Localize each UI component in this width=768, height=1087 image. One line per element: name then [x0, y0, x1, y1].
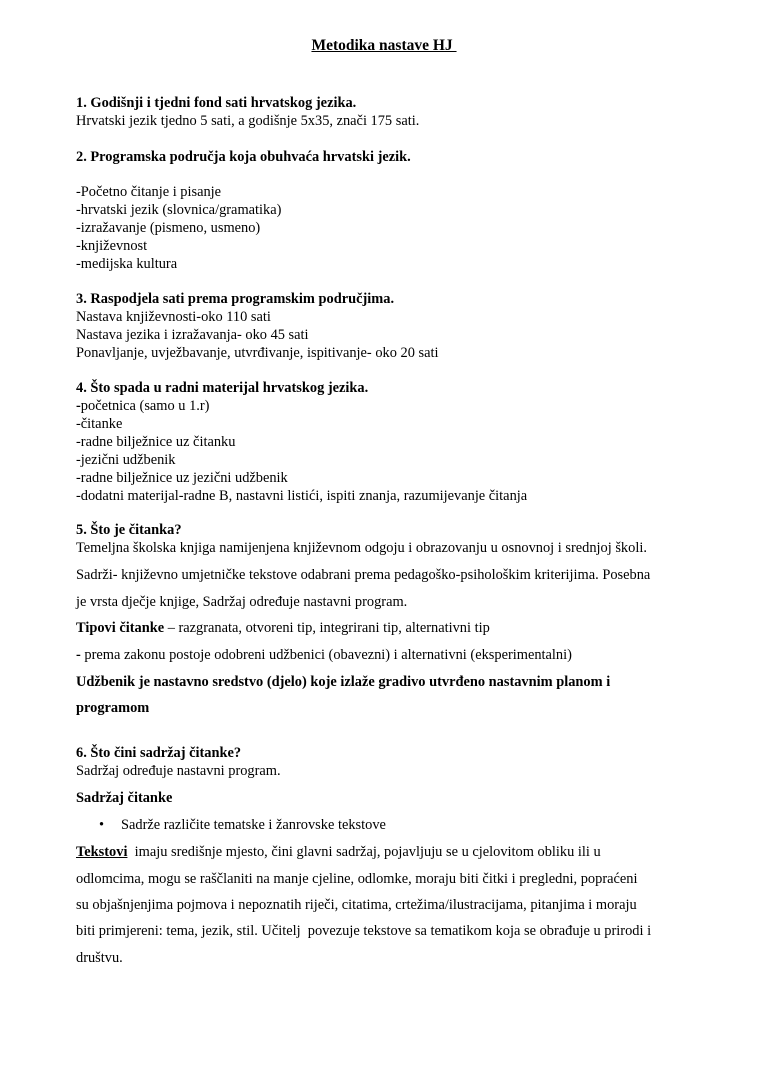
- text-line: Nastava jezika i izražavanja- oko 45 sati: [76, 327, 309, 343]
- text-line: društvu.: [76, 950, 123, 966]
- udzbenik-line-1: Udžbenik je nastavno sredstvo (djelo) koje izlaže gradivo utvrđeno nastavnim planom i: [76, 674, 611, 690]
- section-1-heading: 1. Godišnji i tjedni fond sati hrvatskog jezika.: [76, 95, 357, 111]
- list-item: -Početno čitanje i pisanje: [76, 184, 222, 200]
- subheading: Sadržaj čitanke: [76, 790, 173, 806]
- tipovi-label: Tipovi čitanke: [76, 620, 165, 636]
- list-item: -radne bilježnice uz čitanku: [76, 434, 236, 450]
- list-item: -čitanke: [76, 416, 123, 432]
- section-3-heading: 3. Raspodjela sati prema programskim područjima.: [76, 291, 395, 307]
- text-line: Sadrži- književno umjetničke tekstove odabrani prema pedagoško-psihološkim kriterijima. Posebna: [76, 567, 651, 583]
- udzbenik-line-2: programom: [76, 700, 150, 716]
- text-line: Sadržaj određuje nastavni program.: [76, 763, 281, 779]
- text-line: biti primjereni: tema, jezik, stil. Učitelj povezuje tekstove sa tematikom koja se obrađuje u prirodi i: [76, 923, 652, 939]
- tipovi-text: – razgranata, otvoreni tip, integrirani tip, alternativni tip: [164, 620, 490, 636]
- tekstovi-line: [76, 844, 601, 861]
- page-title: Metodika nastave HJ: [311, 37, 457, 54]
- zakon-text: prema zakonu postoje odobreni udžbenici (obavezni) i alternativni (eksperimentalni): [80, 647, 572, 663]
- tekstovi-label: Tekstovi: [76, 844, 128, 860]
- bullet-icon: •: [99, 817, 105, 833]
- list-dash: -: [76, 398, 81, 414]
- zakon-line: [76, 647, 572, 664]
- text-line: Ponavljanje, uvježbavanje, utvrđivanje, ispitivanje- oko 20 sati: [76, 345, 439, 361]
- list-item: -izražavanje (pismeno, usmeno): [76, 220, 261, 236]
- list-item-text: početnica (samo u 1.r): [80, 398, 210, 414]
- text-line: Temeljna školska knjiga namijenjena književnom odgoju i obrazovanju u osnovnoj i srednjoj školi.: [76, 540, 647, 556]
- section-2-heading: 2. Programska područja koja obuhvaća hrvatski jezik.: [76, 149, 411, 165]
- list-item: -medijska kultura: [76, 256, 178, 272]
- section-4-heading: 4. Što spada u radni materijal hrvatskog jezika.: [76, 380, 369, 396]
- text-line: su objašnjenjima pojmova i nepoznatih riječi, citatima, crtežima/ilustracijama, pitanjima i moraju: [76, 897, 637, 913]
- text-line: Nastava književnosti-oko 110 sati: [76, 309, 271, 325]
- list-item: -dodatni materijal-radne B, nastavni listići, ispiti znanja, razumijevanje čitanja: [76, 488, 528, 504]
- list-item: -hrvatski jezik (slovnica/gramatika): [76, 202, 282, 218]
- tekstovi-text: imaju središnje mjesto, čini glavni sadržaj, pojavljuju se u cjelovitom obliku ili u: [127, 844, 601, 860]
- section-5-heading: 5. Što je čitanka?: [76, 522, 182, 538]
- list-item: -radne bilježnice uz jezični udžbenik: [76, 470, 288, 486]
- section-6-heading: 6. Što čini sadržaj čitanke?: [76, 745, 242, 761]
- tipovi-line: [76, 620, 490, 637]
- list-item: -jezični udžbenik: [76, 452, 176, 468]
- section-1-text: Hrvatski jezik tjedno 5 sati, a godišnje 5x35, znači 175 sati.: [76, 113, 420, 129]
- list-item: -književnost: [76, 238, 148, 254]
- zakon-dash: -: [76, 647, 81, 663]
- text-line: je vrsta dječje knjige, Sadržaj određuje nastavni program.: [76, 594, 408, 610]
- list-item: [76, 398, 209, 415]
- bullet-text: Sadrže različite tematske i žanrovske tekstove: [121, 817, 386, 833]
- text-line: odlomcima, mogu se raščlaniti na manje cjeline, odlomke, moraju biti čitki i pregledni, popraćeni: [76, 871, 638, 887]
